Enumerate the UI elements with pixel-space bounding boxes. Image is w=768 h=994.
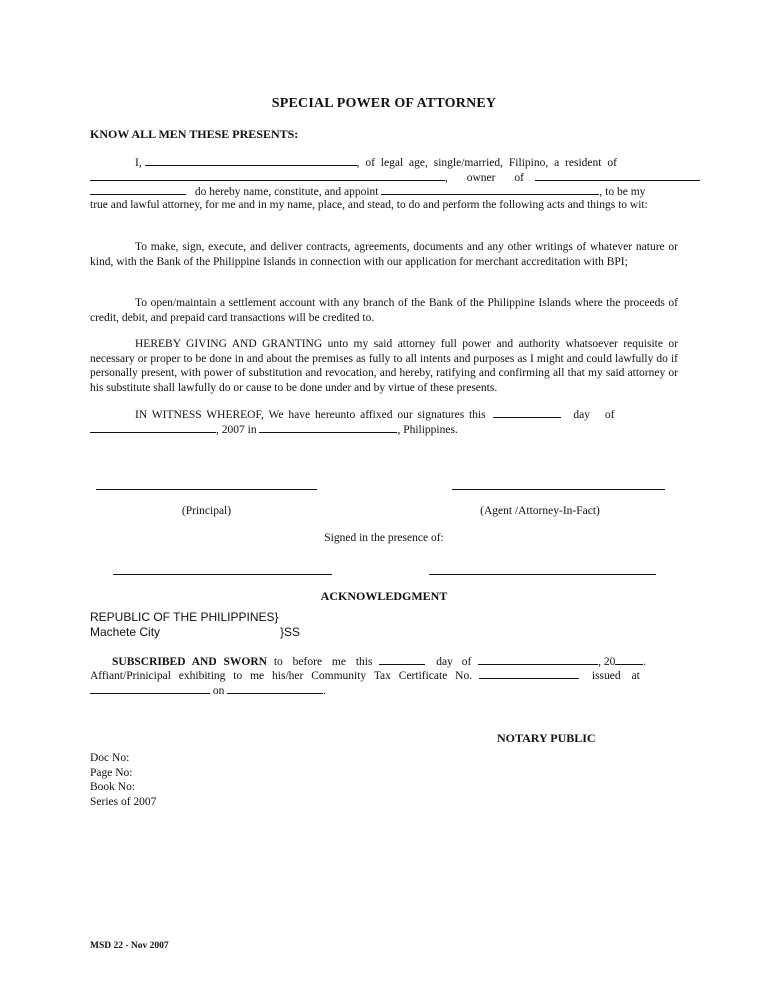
sworn-bold: SUBSCRIBED AND SWORN <box>112 656 267 668</box>
witness-line1 <box>90 407 678 421</box>
witness-day-of: day of <box>573 409 615 421</box>
attorney-name-blank[interactable] <box>381 184 599 195</box>
principal-label: (Principal) <box>181 505 232 517</box>
p1-line3 <box>90 184 678 198</box>
p1-line1 <box>90 155 678 169</box>
sworn-issued-at: issued at <box>591 670 640 682</box>
place-blank[interactable] <box>259 422 397 433</box>
paragraph-settlement: To open/maintain a settlement account with any branch of the Bank of the Philippine Islands where the proceeds of credit, debit, and prepaid card transactions will be credited to. <box>90 297 678 324</box>
paragraph-contracts: To make, sign, execute, and deliver contracts, agreements, documents and any other writings of whatever nature or kind, with the Bank of the Philippine Islands in connection with our application for merchant accreditation with BPI; <box>90 241 678 268</box>
p1-do-hereby: do hereby name, constitute, and appoint <box>194 186 379 198</box>
witness2-signature-line[interactable] <box>429 574 656 575</box>
business-blank-cont[interactable] <box>90 184 186 195</box>
p1-line2 <box>90 170 678 184</box>
book-no-label: Book No: <box>90 781 136 793</box>
document-title: SPECIAL POWER OF ATTORNEY <box>271 96 497 111</box>
witness1-signature-line[interactable] <box>113 574 332 575</box>
principal-name-blank[interactable] <box>145 155 357 166</box>
republic-label: REPUBLIC OF THE PHILIPPINES} <box>90 610 279 624</box>
witness-year-in: , 2007 in <box>216 424 257 436</box>
p1-legal-age: , of legal age, single/married, Filipino, a resident of <box>356 157 617 169</box>
sworn-line2 <box>90 668 678 682</box>
agent-label: (Agent /Attorney-In-Fact) <box>480 505 600 517</box>
p1-owner-of: , owner of <box>445 172 524 184</box>
notary-register <box>90 751 156 809</box>
sworn-year-blank[interactable] <box>615 654 643 665</box>
ctc-place-blank[interactable] <box>90 683 210 694</box>
sworn-dot: . <box>643 656 647 668</box>
doc-no-label: Doc No: <box>90 752 130 764</box>
notary-public-label: NOTARY PUBLIC <box>497 731 596 745</box>
residence-blank[interactable] <box>90 170 445 181</box>
sworn-affiant: Affiant/Prinicipal exhibiting to me his/her Community Tax Certificate No. <box>90 670 473 682</box>
p1-i: I, <box>135 157 142 169</box>
business-blank[interactable] <box>535 170 700 181</box>
day-blank[interactable] <box>493 407 561 418</box>
city-label: Machete City <box>90 625 161 639</box>
know-all-heading: KNOW ALL MEN THESE PRESENTS: <box>90 127 299 141</box>
agent-signature-line[interactable] <box>452 489 665 490</box>
p1-rest: true and lawful attorney, for me and in my name, place, and stead, to do and perform the following acts and things to wit: <box>90 199 648 211</box>
sworn-to-before: to before me this <box>273 656 373 668</box>
sworn-line3 <box>90 683 678 697</box>
month-blank[interactable] <box>90 422 216 433</box>
ctc-number-blank[interactable] <box>479 668 579 679</box>
witness-philippines: , Philippines. <box>397 424 458 436</box>
principal-signature-line[interactable] <box>96 489 317 490</box>
sworn-twenty: , 20 <box>598 656 616 668</box>
ss-label: }SS <box>280 625 301 639</box>
sworn-end: . <box>323 685 327 697</box>
ctc-date-blank[interactable] <box>227 683 323 694</box>
sworn-day-blank[interactable] <box>379 654 425 665</box>
sworn-month-blank[interactable] <box>478 654 598 665</box>
witness-line2 <box>90 422 678 436</box>
acknowledgment-heading: ACKNOWLEDGMENT <box>320 589 448 603</box>
sworn-day-of: day of <box>436 656 472 668</box>
signed-presence-label: Signed in the presence of: <box>324 532 444 544</box>
sworn-line1 <box>90 654 678 668</box>
sworn-on: on <box>212 685 225 697</box>
paragraph-granting: HEREBY GIVING AND GRANTING unto my said attorney full power and authority whatsoever requisite or necessary or proper to be done in and about the premises as fully to all intents and purposes as I might and could lawfully do if personally present, with power of substitution and revocation, and hereby, ratifying and confirming all that my said attorney or his substitute shall lawfully do or cause to be done under and by virtue of these presents. <box>90 338 678 394</box>
witness-lead: IN WITNESS WHEREOF, We have hereunto affixed our signatures this <box>135 409 486 421</box>
p1-to-be-my: , to be my <box>599 186 646 198</box>
page-no-label: Page No: <box>90 766 133 779</box>
series-label: Series of 2007 <box>90 795 157 808</box>
footer-form-code: MSD 22 - Nov 2007 <box>90 941 169 951</box>
